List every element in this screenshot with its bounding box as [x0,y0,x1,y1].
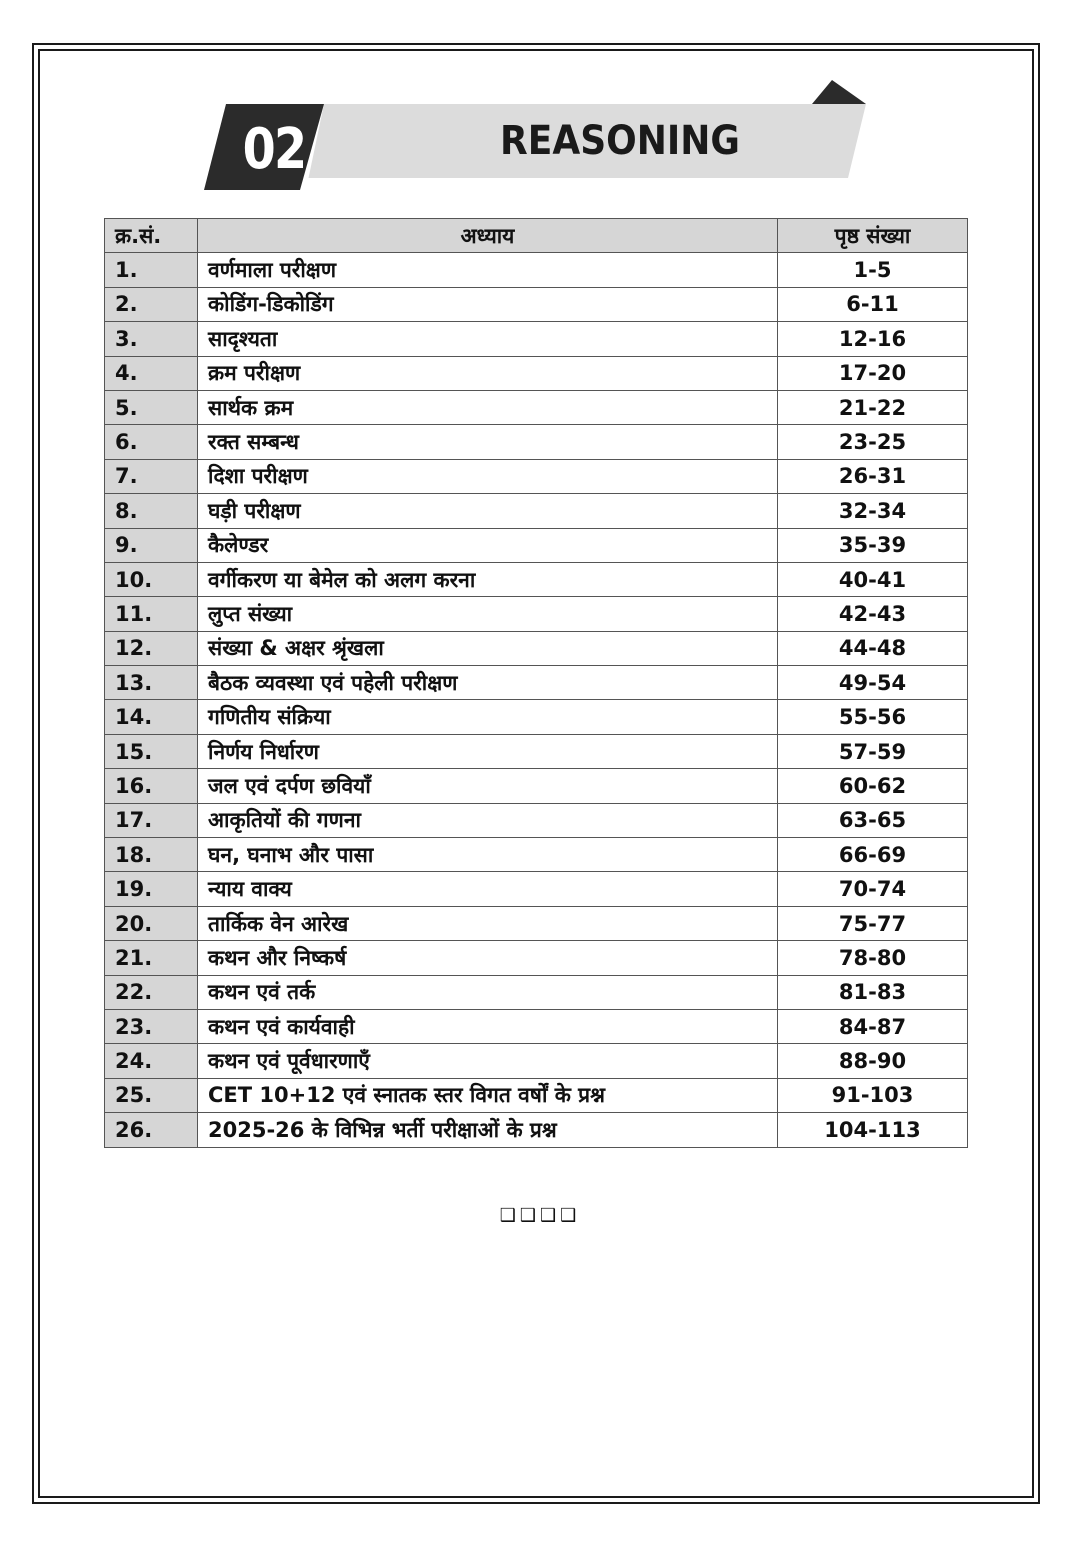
row-serial-number: 18. [105,838,198,872]
table-row [105,941,968,975]
row-page-range: 26-31 [778,459,968,493]
row-chapter-title: तार्किक वेन आरेख [198,906,778,940]
table-row [105,425,968,459]
row-page-range: 42-43 [778,597,968,631]
row-chapter-title: निर्णय निर्धारण [198,734,778,768]
row-serial-number: 3. [105,322,198,356]
row-serial-number: 22. [105,975,198,1009]
table-row [105,253,968,287]
table-row [105,734,968,768]
header-page-number: पृष्ठ संख्या [778,219,968,253]
table-row [105,906,968,940]
table-row [105,494,968,528]
row-chapter-title: CET 10+12 एवं स्नातक स्तर विगत वर्षों के प्रश्न [198,1078,778,1112]
row-page-range: 91-103 [778,1078,968,1112]
row-serial-number: 14. [105,700,198,734]
row-page-range: 88-90 [778,1044,968,1078]
row-page-range: 70-74 [778,872,968,906]
row-page-range: 78-80 [778,941,968,975]
row-serial-number: 16. [105,769,198,803]
row-chapter-title: 2025-26 के विभिन्न भर्ती परीक्षाओं के प्रश्न [198,1113,778,1147]
row-page-range: 60-62 [778,769,968,803]
row-chapter-title: क्रम परीक्षण [198,356,778,390]
row-page-range: 63-65 [778,803,968,837]
row-page-range: 40-41 [778,562,968,596]
row-chapter-title: सादृश्यता [198,322,778,356]
table-row [105,390,968,424]
table-row [105,322,968,356]
row-chapter-title: जल एवं दर्पण छवियाँ [198,769,778,803]
table-body [105,253,968,1147]
row-page-range: 32-34 [778,494,968,528]
row-chapter-title: रक्त सम्बन्ध [198,425,778,459]
table-row [105,562,968,596]
row-serial-number: 25. [105,1078,198,1112]
row-page-range: 104-113 [778,1113,968,1147]
table-row [105,803,968,837]
row-chapter-title: वर्गीकरण या बेमेल को अलग करना [198,562,778,596]
row-chapter-title: कथन एवं पूर्वधारणाएँ [198,1044,778,1078]
row-chapter-title: कथन और निष्कर्ष [198,941,778,975]
row-chapter-title: सार्थक क्रम [198,390,778,424]
table-row [105,631,968,665]
chapter-banner [200,78,870,198]
row-page-range: 17-20 [778,356,968,390]
row-chapter-title: वर्णमाला परीक्षण [198,253,778,287]
row-serial-number: 6. [105,425,198,459]
table-row [105,459,968,493]
table-row [105,700,968,734]
table-row [105,1078,968,1112]
row-serial-number: 11. [105,597,198,631]
row-serial-number: 10. [105,562,198,596]
table-row [105,872,968,906]
row-serial-number: 8. [105,494,198,528]
row-chapter-title: आकृतियों की गणना [198,803,778,837]
row-page-range: 23-25 [778,425,968,459]
row-chapter-title: गणितीय संक्रिया [198,700,778,734]
row-serial-number: 7. [105,459,198,493]
row-serial-number: 1. [105,253,198,287]
row-serial-number: 21. [105,941,198,975]
row-chapter-title: कैलेण्डर [198,528,778,562]
row-chapter-title: कथन एवं कार्यवाही [198,1009,778,1043]
table-row [105,1044,968,1078]
row-page-range: 49-54 [778,666,968,700]
header-chapter: अध्याय [198,219,778,253]
row-chapter-title: कोडिंग-डिकोडिंग [198,287,778,321]
row-serial-number: 9. [105,528,198,562]
row-serial-number: 24. [105,1044,198,1078]
row-page-range: 57-59 [778,734,968,768]
table-of-contents [104,218,968,1148]
chapter-number: 02 [242,117,306,182]
row-serial-number: 20. [105,906,198,940]
row-page-range: 44-48 [778,631,968,665]
chapter-title: REASONING [500,118,740,164]
row-chapter-title: कथन एवं तर्क [198,975,778,1009]
row-serial-number: 17. [105,803,198,837]
row-serial-number: 4. [105,356,198,390]
row-chapter-title: लुप्त संख्या [198,597,778,631]
row-chapter-title: दिशा परीक्षण [198,459,778,493]
row-serial-number: 26. [105,1113,198,1147]
row-page-range: 1-5 [778,253,968,287]
row-chapter-title: संख्या & अक्षर श्रृंखला [198,631,778,665]
row-page-range: 6-11 [778,287,968,321]
table-row [105,528,968,562]
row-serial-number: 15. [105,734,198,768]
end-marks: ❑❑❑❑ [499,1205,581,1226]
row-page-range: 84-87 [778,1009,968,1043]
row-serial-number: 12. [105,631,198,665]
table-row [105,287,968,321]
row-chapter-title: घन, घनाभ और पासा [198,838,778,872]
row-serial-number: 5. [105,390,198,424]
row-chapter-title: बैठक व्यवस्था एवं पहेली परीक्षण [198,666,778,700]
table-row [105,356,968,390]
table-row [105,666,968,700]
row-page-range: 35-39 [778,528,968,562]
table-row [105,1009,968,1043]
row-serial-number: 13. [105,666,198,700]
row-page-range: 12-16 [778,322,968,356]
row-serial-number: 23. [105,1009,198,1043]
row-chapter-title: घड़ी परीक्षण [198,494,778,528]
row-page-range: 81-83 [778,975,968,1009]
row-serial-number: 19. [105,872,198,906]
row-page-range: 75-77 [778,906,968,940]
table-header-row [105,219,968,253]
table-row [105,975,968,1009]
table-row [105,769,968,803]
row-page-range: 21-22 [778,390,968,424]
table-row [105,838,968,872]
row-page-range: 55-56 [778,700,968,734]
table-row [105,597,968,631]
table-row [105,1113,968,1147]
row-page-range: 66-69 [778,838,968,872]
row-chapter-title: न्याय वाक्य [198,872,778,906]
header-serial-number: क्र.सं. [105,219,198,253]
row-serial-number: 2. [105,287,198,321]
